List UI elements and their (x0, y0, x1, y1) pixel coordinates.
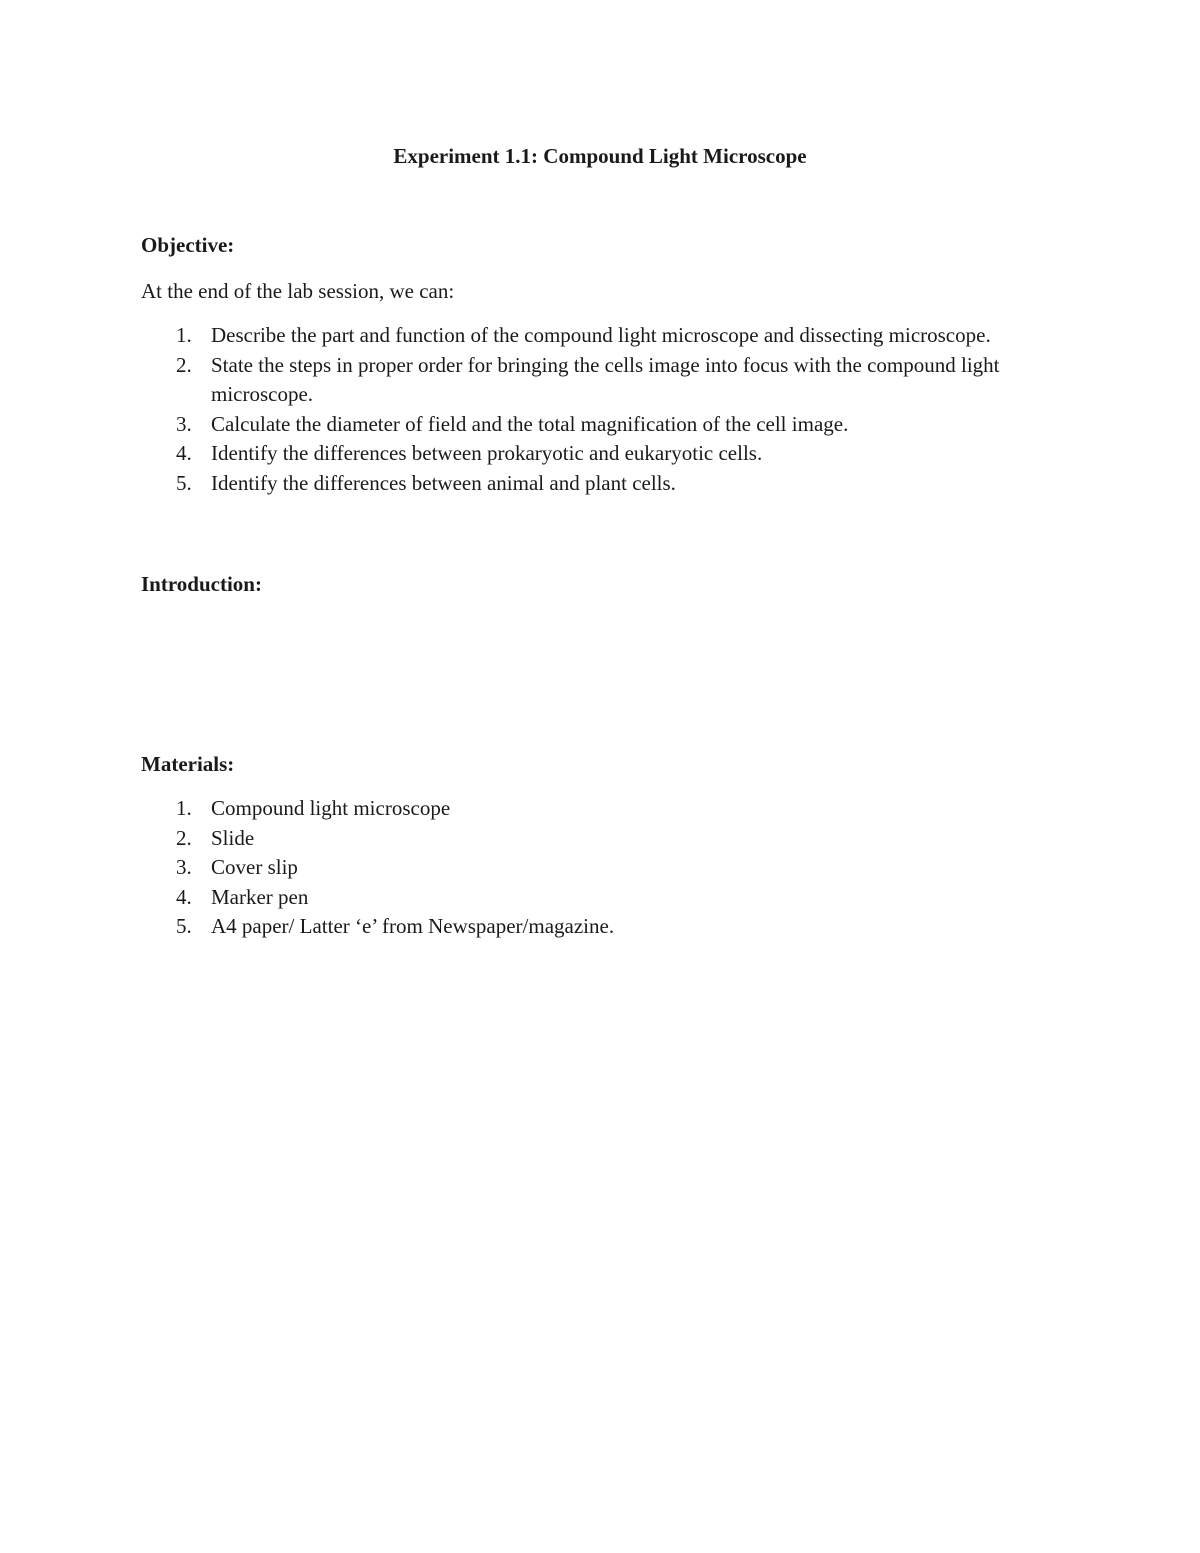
objective-intro: At the end of the lab session, we can: (141, 279, 455, 303)
materials-heading: Materials: (141, 752, 235, 776)
list-item-number: 1. (176, 323, 192, 347)
list-item-number: 2. (176, 825, 192, 850)
list-item-number: 4. (176, 441, 192, 465)
list-item (141, 883, 1061, 913)
list-item (141, 469, 1061, 499)
list-item (141, 794, 1061, 824)
list-item (141, 853, 1061, 883)
list-item-text: Identify the differences between prokaryotic and eukaryotic cells. (211, 441, 763, 465)
list-item (141, 824, 1061, 854)
list-item-text: Cover slip (211, 855, 298, 879)
list-item-number: 3. (176, 855, 192, 879)
list-item-number: 4. (176, 884, 192, 909)
list-item-number: 5. (176, 914, 192, 938)
objective-list (141, 321, 1061, 498)
list-item (141, 351, 1061, 410)
materials-list (141, 794, 1061, 942)
list-item-text: State the steps in proper order for bringing the cells image into focus with the compound light microscope. (211, 352, 1000, 406)
list-item-text: Identify the differences between animal and plant cells. (211, 470, 676, 495)
list-item-number: 2. (176, 352, 192, 377)
list-item-number: 5. (176, 470, 192, 495)
list-item-text: Slide (211, 825, 255, 850)
list-item (141, 439, 1061, 469)
list-item (141, 321, 1061, 351)
list-item-text: Calculate the diameter of field and the total magnification of the cell image. (211, 411, 849, 436)
objective-heading: Objective: (141, 233, 235, 257)
introduction-heading: Introduction: (141, 572, 262, 596)
list-item-number: 1. (176, 796, 192, 820)
list-item-number: 3. (176, 411, 192, 436)
list-item (141, 410, 1061, 440)
list-item-text: Compound light microscope (211, 796, 451, 820)
list-item-text: A4 paper/ Latter ‘e’ from Newspaper/magazine. (211, 914, 615, 938)
page-title: Experiment 1.1: Compound Light Microscope (393, 144, 807, 168)
list-item-text: Marker pen (211, 884, 309, 909)
list-item-text: Describe the part and function of the compound light microscope and dissecting microscope. (211, 323, 991, 347)
list-item (141, 912, 1061, 942)
